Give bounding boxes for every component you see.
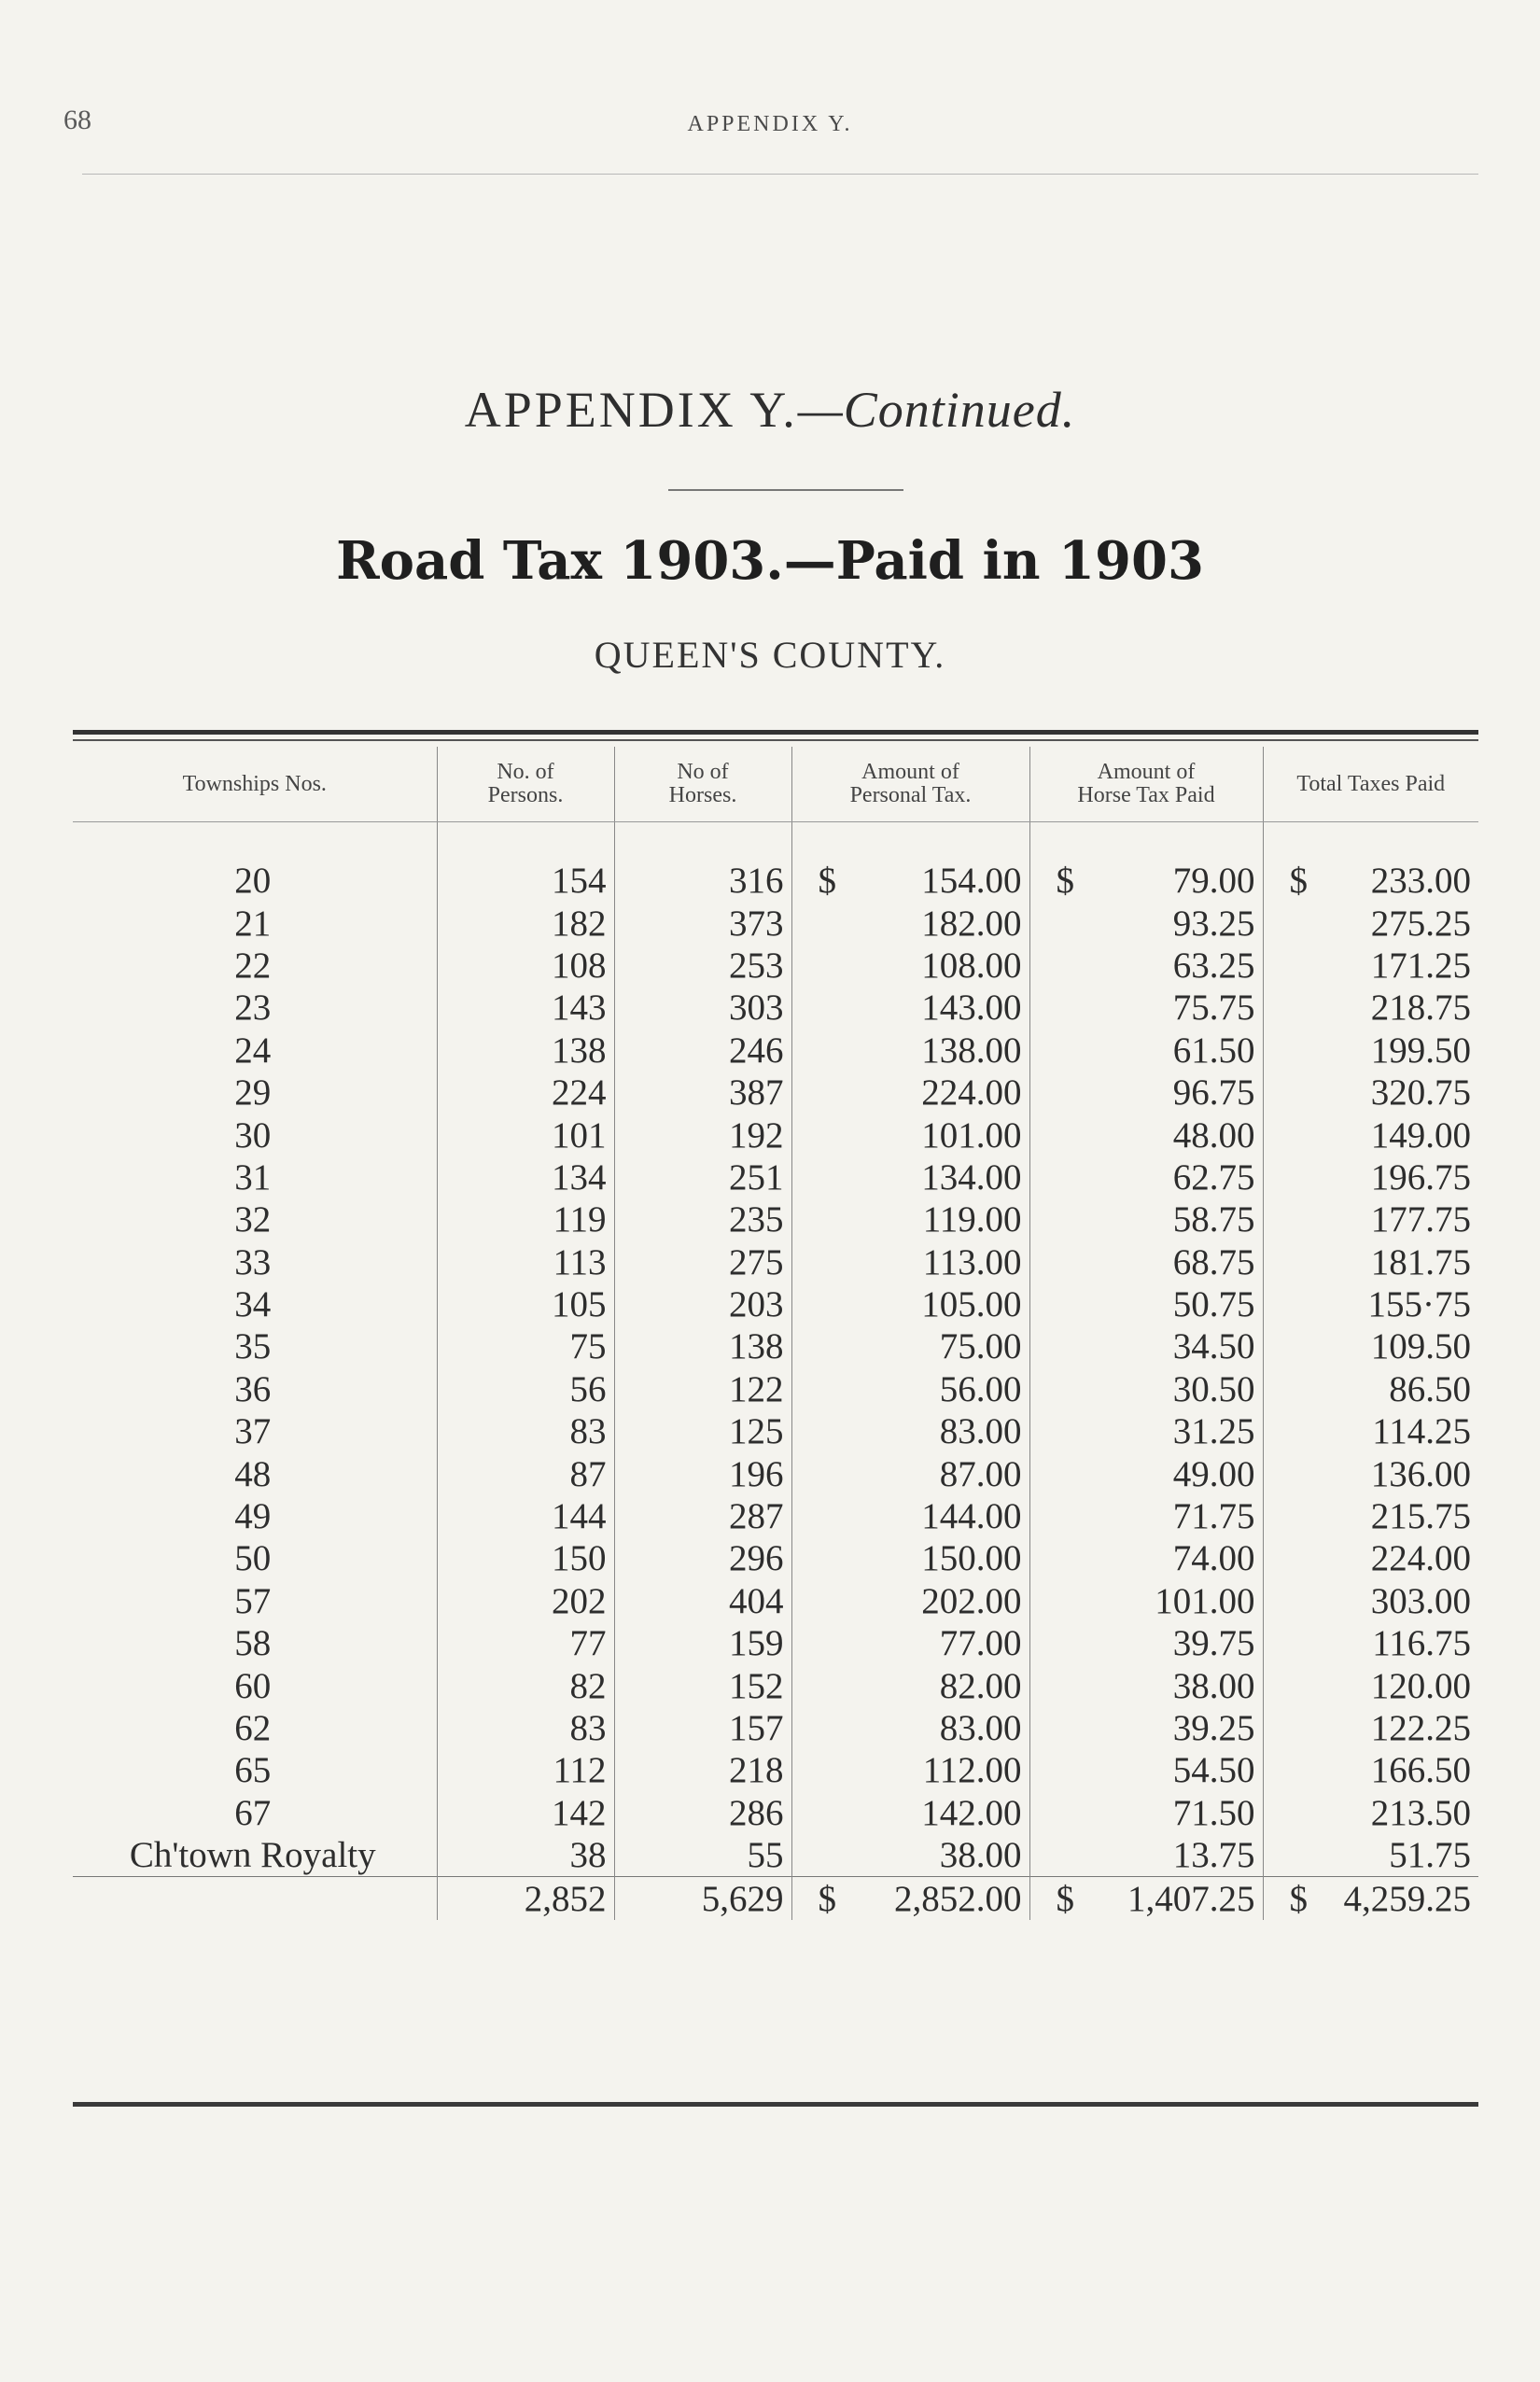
table-row xyxy=(73,987,1478,1029)
horses-cell: 55 xyxy=(614,1834,791,1877)
table-row xyxy=(73,1834,1478,1877)
horses-cell: 296 xyxy=(614,1537,791,1579)
table-row xyxy=(73,1410,1478,1452)
table-top-rule xyxy=(73,730,1478,741)
total-cell: 122.25 xyxy=(1263,1707,1478,1749)
total-cell: 149.00 xyxy=(1263,1114,1478,1156)
horse-tax-cell: 74.00 xyxy=(1029,1537,1263,1579)
township-cell: 37 xyxy=(234,1411,272,1452)
total-taxes: $ 4,259.25 xyxy=(1263,1877,1478,1920)
total-horse-tax: $ 1,407.25 xyxy=(1029,1877,1263,1920)
total-cell: $ 233.00 xyxy=(1263,860,1478,902)
persons-cell: 82 xyxy=(437,1664,614,1706)
horse-tax-cell: 101.00 xyxy=(1029,1580,1263,1622)
horse-tax-cell: 30.50 xyxy=(1029,1368,1263,1410)
persons-cell: 87 xyxy=(437,1452,614,1494)
table-row xyxy=(73,1495,1478,1537)
table-row xyxy=(73,1452,1478,1494)
persons-cell: 77 xyxy=(437,1622,614,1664)
personal-tax-cell: 87.00 xyxy=(791,1452,1029,1494)
horses-cell: 251 xyxy=(614,1156,791,1198)
horses-cell: 275 xyxy=(614,1241,791,1283)
header-horses: No of Horses. xyxy=(614,747,791,822)
horse-tax-cell: 13.75 xyxy=(1029,1834,1263,1877)
township-cell: 34 xyxy=(234,1284,272,1325)
personal-tax-cell: $ 154.00 xyxy=(791,860,1029,902)
dollar-sign: $ xyxy=(1289,861,1308,902)
table-row xyxy=(73,1283,1478,1325)
table-bottom-rule xyxy=(73,2102,1478,2107)
persons-cell: 112 xyxy=(437,1749,614,1791)
personal-tax-cell: 224.00 xyxy=(791,1072,1029,1114)
township-cell: 60 xyxy=(234,1665,272,1706)
horses-cell: 157 xyxy=(614,1707,791,1749)
continued-label: —Continued. xyxy=(797,382,1076,438)
personal-tax-cell: 134.00 xyxy=(791,1156,1029,1198)
persons-cell: 182 xyxy=(437,902,614,944)
dollar-sign: $ xyxy=(1289,1878,1308,1919)
total-cell: 213.50 xyxy=(1263,1792,1478,1834)
horse-tax-cell: 39.25 xyxy=(1029,1707,1263,1749)
horses-cell: 316 xyxy=(614,860,791,902)
total-cell: 218.75 xyxy=(1263,987,1478,1029)
total-cell: 166.50 xyxy=(1263,1749,1478,1791)
table-row xyxy=(73,945,1478,987)
total-persons: 2,852 xyxy=(437,1877,614,1920)
personal-tax-cell: 182.00 xyxy=(791,902,1029,944)
township-cell: 32 xyxy=(234,1199,272,1240)
running-head: APPENDIX Y. xyxy=(687,112,853,136)
personal-tax-cell: 144.00 xyxy=(791,1495,1029,1537)
horse-tax-cell: 34.50 xyxy=(1029,1325,1263,1367)
total-cell: 199.50 xyxy=(1263,1030,1478,1072)
personal-tax-cell: 112.00 xyxy=(791,1749,1029,1791)
total-horses: 5,629 xyxy=(614,1877,791,1920)
total-cell: 196.75 xyxy=(1263,1156,1478,1198)
header-personal-tax: Amount of Personal Tax. xyxy=(791,747,1029,822)
horse-tax-cell: $ 79.00 xyxy=(1029,860,1263,902)
personal-tax-cell: 138.00 xyxy=(791,1030,1029,1072)
total-cell: 51.75 xyxy=(1263,1834,1478,1877)
township-cell: 21 xyxy=(234,903,272,944)
horses-cell: 404 xyxy=(614,1580,791,1622)
persons-cell: 83 xyxy=(437,1410,614,1452)
table-row xyxy=(73,1114,1478,1156)
table-row xyxy=(73,1580,1478,1622)
township-cell: 24 xyxy=(234,1030,272,1071)
horse-tax-cell: 48.00 xyxy=(1029,1114,1263,1156)
total-cell: 136.00 xyxy=(1263,1452,1478,1494)
township-cell: 35 xyxy=(234,1326,272,1367)
personal-tax-cell: 150.00 xyxy=(791,1537,1029,1579)
horses-cell: 138 xyxy=(614,1325,791,1367)
horse-tax-cell: 39.75 xyxy=(1029,1622,1263,1664)
total-cell: 275.25 xyxy=(1263,902,1478,944)
header-rule xyxy=(82,174,1478,175)
horse-tax-cell: 38.00 xyxy=(1029,1664,1263,1706)
persons-cell: 56 xyxy=(437,1368,614,1410)
total-cell: 155·75 xyxy=(1263,1283,1478,1325)
total-cell: 320.75 xyxy=(1263,1072,1478,1114)
horses-cell: 218 xyxy=(614,1749,791,1791)
table-row xyxy=(73,1749,1478,1791)
table-row xyxy=(73,902,1478,944)
horse-tax-cell: 96.75 xyxy=(1029,1072,1263,1114)
horse-tax-cell: 31.25 xyxy=(1029,1410,1263,1452)
township-cell: 57 xyxy=(234,1580,272,1621)
total-cell: 109.50 xyxy=(1263,1325,1478,1367)
township-cell: 50 xyxy=(234,1538,272,1579)
total-cell: 86.50 xyxy=(1263,1368,1478,1410)
table-row xyxy=(73,1622,1478,1664)
page-number: 68 xyxy=(63,105,91,135)
table-row xyxy=(73,1537,1478,1579)
totals-label xyxy=(73,1877,437,1920)
personal-tax-cell: 108.00 xyxy=(791,945,1029,987)
table-row xyxy=(73,1072,1478,1114)
road-tax-table xyxy=(73,747,1478,1920)
table-row xyxy=(73,1325,1478,1367)
persons-cell: 142 xyxy=(437,1792,614,1834)
header-total: Total Taxes Paid xyxy=(1263,747,1478,822)
persons-cell: 134 xyxy=(437,1156,614,1198)
horses-cell: 192 xyxy=(614,1114,791,1156)
total-cell: 114.25 xyxy=(1263,1410,1478,1452)
horse-tax-cell: 50.75 xyxy=(1029,1283,1263,1325)
table-row xyxy=(73,1368,1478,1410)
township-cell: 65 xyxy=(234,1750,272,1791)
horses-cell: 253 xyxy=(614,945,791,987)
personal-tax-cell: 143.00 xyxy=(791,987,1029,1029)
personal-tax-cell: 119.00 xyxy=(791,1198,1029,1240)
header-townships: Townships Nos. xyxy=(73,747,437,822)
horses-cell: 287 xyxy=(614,1495,791,1537)
persons-cell: 105 xyxy=(437,1283,614,1325)
horse-tax-cell: 61.50 xyxy=(1029,1030,1263,1072)
total-personal-tax: $ 2,852.00 xyxy=(791,1877,1029,1920)
table-row xyxy=(73,1707,1478,1749)
township-cell: 31 xyxy=(234,1156,272,1198)
horse-tax-cell: 75.75 xyxy=(1029,987,1263,1029)
personal-tax-cell: 202.00 xyxy=(791,1580,1029,1622)
table-header-row xyxy=(73,747,1478,822)
table-row xyxy=(73,1664,1478,1706)
horses-cell: 159 xyxy=(614,1622,791,1664)
horse-tax-cell: 71.75 xyxy=(1029,1495,1263,1537)
title-divider xyxy=(668,489,903,491)
total-cell: 224.00 xyxy=(1263,1537,1478,1579)
horses-cell: 373 xyxy=(614,902,791,944)
personal-tax-cell: 75.00 xyxy=(791,1325,1029,1367)
table-spacer-row xyxy=(73,822,1478,861)
personal-tax-cell: 105.00 xyxy=(791,1283,1029,1325)
page-header xyxy=(0,0,1540,187)
total-cell: 181.75 xyxy=(1263,1241,1478,1283)
dollar-sign: $ xyxy=(818,861,836,902)
table-row xyxy=(73,1030,1478,1072)
township-cell: 29 xyxy=(234,1072,272,1114)
table-row xyxy=(73,1156,1478,1198)
totals-row xyxy=(73,1877,1478,1920)
personal-tax-cell: 77.00 xyxy=(791,1622,1029,1664)
township-cell: 48 xyxy=(234,1453,272,1494)
horses-cell: 152 xyxy=(614,1664,791,1706)
personal-tax-cell: 56.00 xyxy=(791,1368,1029,1410)
persons-cell: 83 xyxy=(437,1707,614,1749)
persons-cell: 143 xyxy=(437,987,614,1029)
dollar-sign: $ xyxy=(1056,1878,1074,1919)
persons-cell: 108 xyxy=(437,945,614,987)
horses-cell: 235 xyxy=(614,1198,791,1240)
township-cell: 33 xyxy=(234,1241,272,1282)
total-cell: 215.75 xyxy=(1263,1495,1478,1537)
table-row xyxy=(73,1241,1478,1283)
header-persons: No. of Persons. xyxy=(437,747,614,822)
persons-cell: 154 xyxy=(437,860,614,902)
persons-cell: 202 xyxy=(437,1580,614,1622)
personal-tax-cell: 82.00 xyxy=(791,1664,1029,1706)
horses-cell: 196 xyxy=(614,1452,791,1494)
personal-tax-cell: 83.00 xyxy=(791,1410,1029,1452)
horses-cell: 246 xyxy=(614,1030,791,1072)
township-cell: 49 xyxy=(234,1496,272,1537)
horses-cell: 303 xyxy=(614,987,791,1029)
horses-cell: 203 xyxy=(614,1283,791,1325)
horse-tax-cell: 62.75 xyxy=(1029,1156,1263,1198)
dollar-sign: $ xyxy=(1056,861,1074,902)
table-row xyxy=(73,860,1478,902)
persons-cell: 38 xyxy=(437,1834,614,1877)
horses-cell: 122 xyxy=(614,1368,791,1410)
table-row xyxy=(73,1792,1478,1834)
horse-tax-cell: 71.50 xyxy=(1029,1792,1263,1834)
persons-cell: 101 xyxy=(437,1114,614,1156)
county-subtitle: QUEEN'S COUNTY. xyxy=(594,634,946,676)
table-row xyxy=(73,1198,1478,1240)
township-cell: 20 xyxy=(234,861,272,902)
total-cell: 116.75 xyxy=(1263,1622,1478,1664)
horse-tax-cell: 49.00 xyxy=(1029,1452,1263,1494)
township-cell: 30 xyxy=(234,1114,272,1156)
township-cell: Ch'town Royalty xyxy=(129,1835,376,1876)
appendix-title xyxy=(0,381,1540,439)
township-cell: 36 xyxy=(234,1368,272,1409)
personal-tax-cell: 113.00 xyxy=(791,1241,1029,1283)
township-cell: 58 xyxy=(234,1623,272,1664)
personal-tax-cell: 83.00 xyxy=(791,1707,1029,1749)
persons-cell: 224 xyxy=(437,1072,614,1114)
total-cell: 171.25 xyxy=(1263,945,1478,987)
header-horse-tax: Amount of Horse Tax Paid xyxy=(1029,747,1263,822)
horses-cell: 387 xyxy=(614,1072,791,1114)
total-cell: 177.75 xyxy=(1263,1198,1478,1240)
total-cell: 303.00 xyxy=(1263,1580,1478,1622)
personal-tax-cell: 142.00 xyxy=(791,1792,1029,1834)
horse-tax-cell: 93.25 xyxy=(1029,902,1263,944)
township-cell: 22 xyxy=(234,945,272,986)
page-title: Road Tax 1903.—Paid in 1903 xyxy=(336,530,1204,592)
persons-cell: 138 xyxy=(437,1030,614,1072)
horses-cell: 125 xyxy=(614,1410,791,1452)
personal-tax-cell: 38.00 xyxy=(791,1834,1029,1877)
horse-tax-cell: 63.25 xyxy=(1029,945,1263,987)
horses-cell: 286 xyxy=(614,1792,791,1834)
persons-cell: 75 xyxy=(437,1325,614,1367)
dollar-sign: $ xyxy=(818,1878,836,1919)
horse-tax-cell: 58.75 xyxy=(1029,1198,1263,1240)
township-cell: 62 xyxy=(234,1708,272,1748)
total-cell: 120.00 xyxy=(1263,1664,1478,1706)
persons-cell: 144 xyxy=(437,1495,614,1537)
persons-cell: 150 xyxy=(437,1537,614,1579)
horse-tax-cell: 54.50 xyxy=(1029,1749,1263,1791)
persons-cell: 113 xyxy=(437,1241,614,1283)
township-cell: 67 xyxy=(234,1792,272,1833)
appendix-label: APPENDIX Y. xyxy=(464,382,798,438)
persons-cell: 119 xyxy=(437,1198,614,1240)
township-cell: 23 xyxy=(234,988,272,1029)
personal-tax-cell: 101.00 xyxy=(791,1114,1029,1156)
horse-tax-cell: 68.75 xyxy=(1029,1241,1263,1283)
